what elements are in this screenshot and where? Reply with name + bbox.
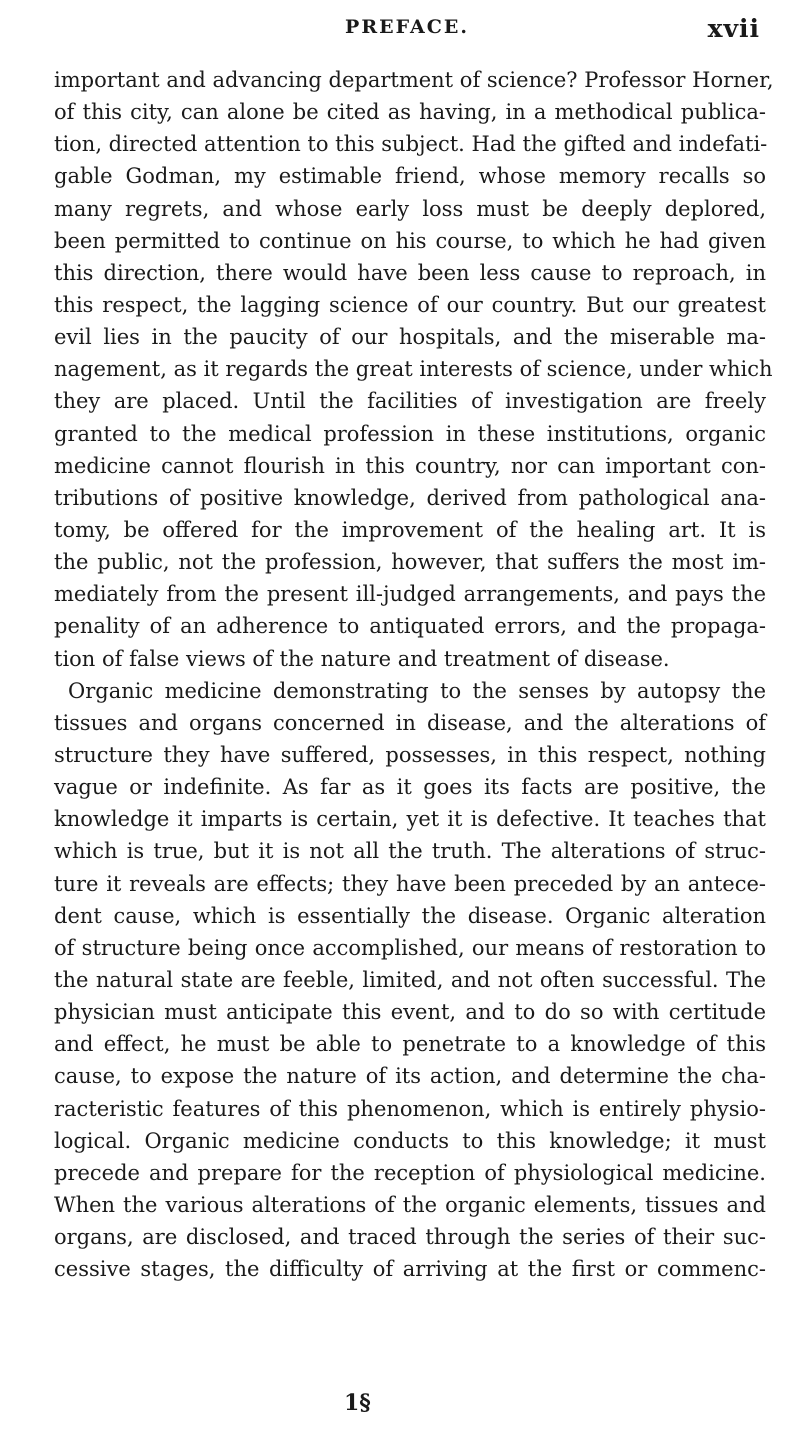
text-line: granted to the medical profession in these institutions, organic [54,421,766,446]
text-line: cessive stages, the difficulty of arriving at the first or commenc- [54,1257,766,1282]
text-line: When the various alterations of the organic elements, tissues and [54,1192,766,1217]
text-line: important and advancing department of science? Professor Horner, [54,68,774,92]
running-head-title: PREFACE. [345,16,469,38]
text-line: evil lies in the paucity of our hospitals, and the miserable ma- [54,325,766,350]
body-text [54,64,774,1285]
page-number: xvii [707,14,760,43]
text-line: precede and prepare for the reception of physiological medicine. [54,1160,766,1185]
text-line: of structure being once accomplished, our means of restoration to [54,935,766,960]
text-line: and effect, he must be able to penetrate to a knowledge of this [54,1032,766,1057]
text-line: dent cause, which is essentially the disease. Organic alteration [54,903,766,928]
text-line: structure they have suffered, possesses, in this respect, nothing [54,742,766,767]
text-line: mediately from the present ill-judged arrangements, and pays the [54,582,766,607]
text-line: many regrets, and whose early loss must be deeply deplored, [54,196,766,221]
paragraph-start-line: Organic medicine demonstrating to the senses by autopsy the [68,678,766,703]
text-line: tomy, be offered for the improvement of the healing art. It is [54,517,766,542]
text-line: this direction, there would have been less cause to reproach, in [54,260,766,285]
text-line: they are placed. Until the facilities of investigation are freely [54,389,766,414]
text-line: gable Godman, my estimable friend, whose memory recalls so [54,164,766,189]
text-line: tion, directed attention to this subject. Had the gifted and indefati- [54,132,768,157]
text-line: logical. Organic medicine conducts to this knowledge; it must [54,1128,766,1153]
text-line: organs, are disclosed, and traced through the series of their suc- [54,1225,766,1250]
text-line: this respect, the lagging science of our country. But our greatest [54,292,766,317]
text-line: of this city, can alone be cited as having, in a methodical publica- [54,100,766,125]
text-line: which is true, but it is not all the truth. The alterations of struc- [54,839,766,864]
text-line: ture it reveals are effects; they have been preceded by an antece- [54,871,766,896]
text-line: racteristic features of this phenomenon, which is entirely physio- [54,1096,766,1121]
text-line: cause, to expose the nature of its action, and determine the cha- [54,1064,766,1089]
text-line: knowledge it imparts is certain, yet it is defective. It teaches that [54,807,766,832]
text-line: vague or indefinite. As far as it goes its facts are positive, the [54,775,766,800]
text-line: penality of an adherence to antiquated errors, and the propaga- [54,614,766,639]
signature-mark: 1§ [344,1390,371,1416]
text-line: tributions of positive knowledge, derived from pathological ana- [54,485,766,510]
text-line: been permitted to continue on his course, to which he had given [54,228,766,253]
text-line: tissues and organs concerned in disease, and the alterations of [54,710,766,735]
text-line: nagement, as it regards the great interests of science, under which [54,357,773,382]
text-line: the natural state are feeble, limited, and not often successful. The [54,967,766,992]
running-header [50,14,764,50]
text-line: physician must anticipate this event, and to do so with certitude [54,1000,766,1025]
text-line: medicine cannot flourish in this country, nor can important con- [54,453,766,478]
text-line: the public, not the profession, however, that suffers the most im- [54,550,766,575]
paragraph-end-line: tion of false views of the nature and treatment of disease. [54,646,670,671]
